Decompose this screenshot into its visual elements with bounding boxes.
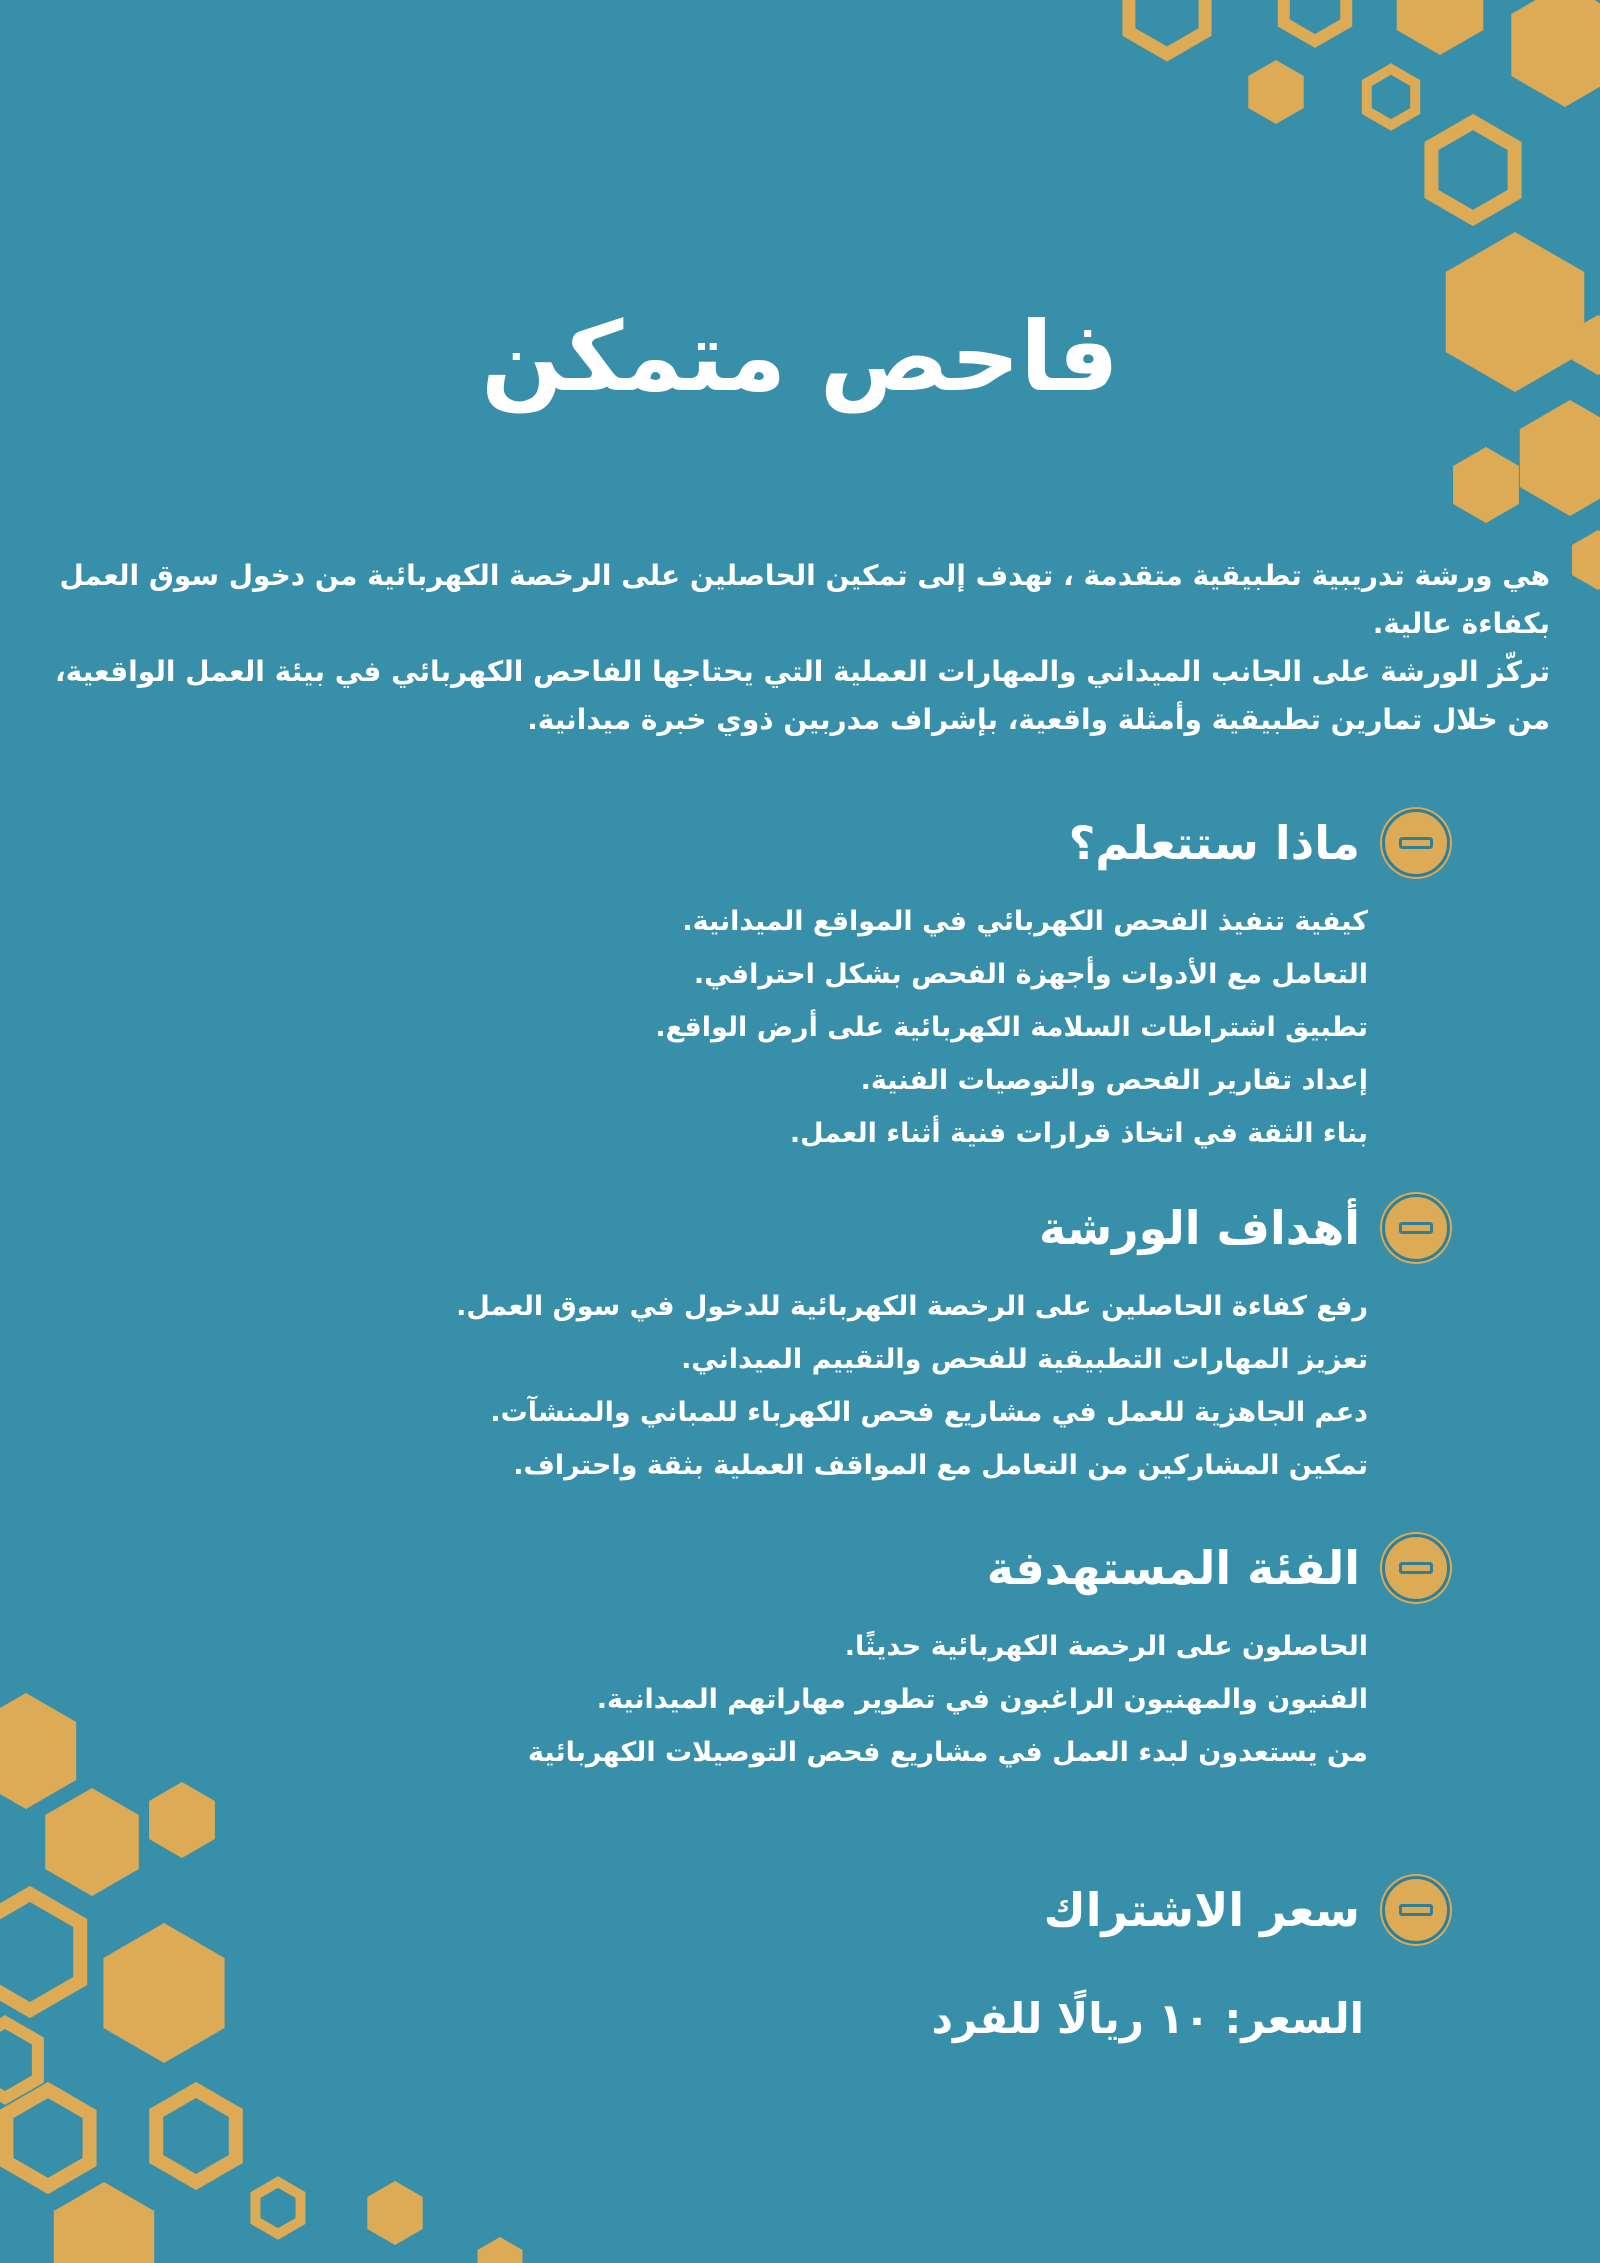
hexagon-shape — [54, 2182, 154, 2263]
page-title: فاحص متمكن — [481, 301, 1119, 413]
hexagon-shape — [478, 2237, 523, 2263]
hexagon-shape — [0, 1693, 76, 1809]
hexagon-shape — [1431, 122, 1514, 218]
list-item: من يستعدون لبدء العمل في مشاريع فحص التوصيلات الكهربائية — [528, 1737, 1368, 1768]
hexagon-shape — [45, 1788, 139, 1896]
hexagon-shape — [6, 2090, 89, 2186]
learn-list — [450, 895, 1368, 1160]
section-header — [450, 1188, 1450, 1268]
section-target-audience — [450, 1528, 1450, 1779]
minus-circle-icon — [1382, 1876, 1450, 1944]
hexagon-shape — [1520, 400, 1600, 516]
list-item: الحاصلون على الرخصة الكهربائية حديثًا. — [844, 1631, 1368, 1662]
hexagon-shape — [1129, 0, 1205, 54]
hexagon-shape — [1367, 69, 1415, 125]
section-title: سعر الاشتراك — [1043, 1883, 1360, 1937]
section-title: ماذا ستتعلم؟ — [1068, 816, 1360, 870]
list-item: بناء الثقة في اتخاذ قرارات فنية أثناء العمل. — [789, 1118, 1368, 1149]
hexagon-shape — [1572, 530, 1600, 590]
list-item: الفنيون والمهنيون الراغبون في تطوير مهاراتهم الميدانية. — [596, 1684, 1368, 1715]
hexagon-shape — [1511, 0, 1600, 107]
section-header — [450, 803, 1450, 883]
hexagon-shape — [1284, 0, 1346, 41]
section-title: الفئة المستهدفة — [986, 1541, 1360, 1595]
hexagon-shape — [256, 2182, 301, 2234]
section-header — [450, 1528, 1450, 1608]
section-title: أهداف الورشة — [1039, 1201, 1360, 1255]
list-item: التعامل مع الأدوات وأجهزة الفحص بشكل احترافي. — [693, 959, 1368, 990]
hexagon-shape — [367, 2181, 422, 2245]
list-item: تطبيق اشتراطات السلامة الكهربائية على أرض الواقع. — [655, 1012, 1368, 1043]
section-workshop-goals — [450, 1188, 1450, 1492]
section-what-you-learn — [450, 803, 1450, 1160]
hexagon-shape — [103, 1923, 224, 2063]
minus-circle-icon — [1382, 1194, 1450, 1262]
list-item: رفع كفاءة الحاصلين على الرخصة الكهربائية للدخول في سوق العمل. — [456, 1291, 1368, 1322]
minus-circle-icon — [1382, 809, 1450, 877]
hexagon-shape — [1248, 60, 1303, 124]
hexagon-shape — [149, 1782, 215, 1858]
hexagon-shape — [0, 2022, 38, 2098]
hexagon-shape — [0, 1894, 80, 2010]
hexagon-shape — [1453, 447, 1519, 523]
goals-list — [450, 1280, 1368, 1492]
list-item: كيفية تنفيذ الفحص الكهربائي في المواقع الميدانية. — [682, 906, 1368, 937]
list-item: دعم الجاهزية للعمل في مشاريع فحص الكهرباء للمباني والمنشآت. — [490, 1397, 1368, 1428]
audience-list — [450, 1620, 1368, 1779]
price-text: السعر: ١٠ ريالًا للفرد — [931, 1994, 1364, 2043]
hexagon-shape — [1397, 0, 1484, 55]
section-header — [450, 1870, 1450, 1950]
intro-text — [30, 552, 1550, 744]
list-item: تمكين المشاركين من التعامل مع المواقف العملية بثقة واحتراف. — [513, 1450, 1368, 1481]
list-item: تعزيز المهارات التطبيقية للفحص والتقييم الميداني. — [681, 1344, 1368, 1375]
section-subscription-price — [450, 1870, 1450, 2044]
hexagon-shape — [156, 2090, 236, 2182]
intro-paragraph: هي ورشة تدريبية تطبيقية متقدمة ، تهدف إلى تمكين الحاصلين على الرخصة الكهربائية من دخول سوق العمل بكفاءة عالية. — [59, 559, 1550, 640]
list-item: إعداد تقارير الفحص والتوصيات الفنية. — [860, 1065, 1368, 1096]
intro-paragraph: تركّز الورشة على الجانب الميداني والمهارات العملية التي يحتاجها الفاحص الكهربائي في بيئة العمل الواقعية، من خلال تمارين تطبيقية وأمثلة واقعية، بإشراف مدربين ذوي خبرة ميدانية. — [55, 655, 1550, 736]
minus-circle-icon — [1382, 1534, 1450, 1602]
